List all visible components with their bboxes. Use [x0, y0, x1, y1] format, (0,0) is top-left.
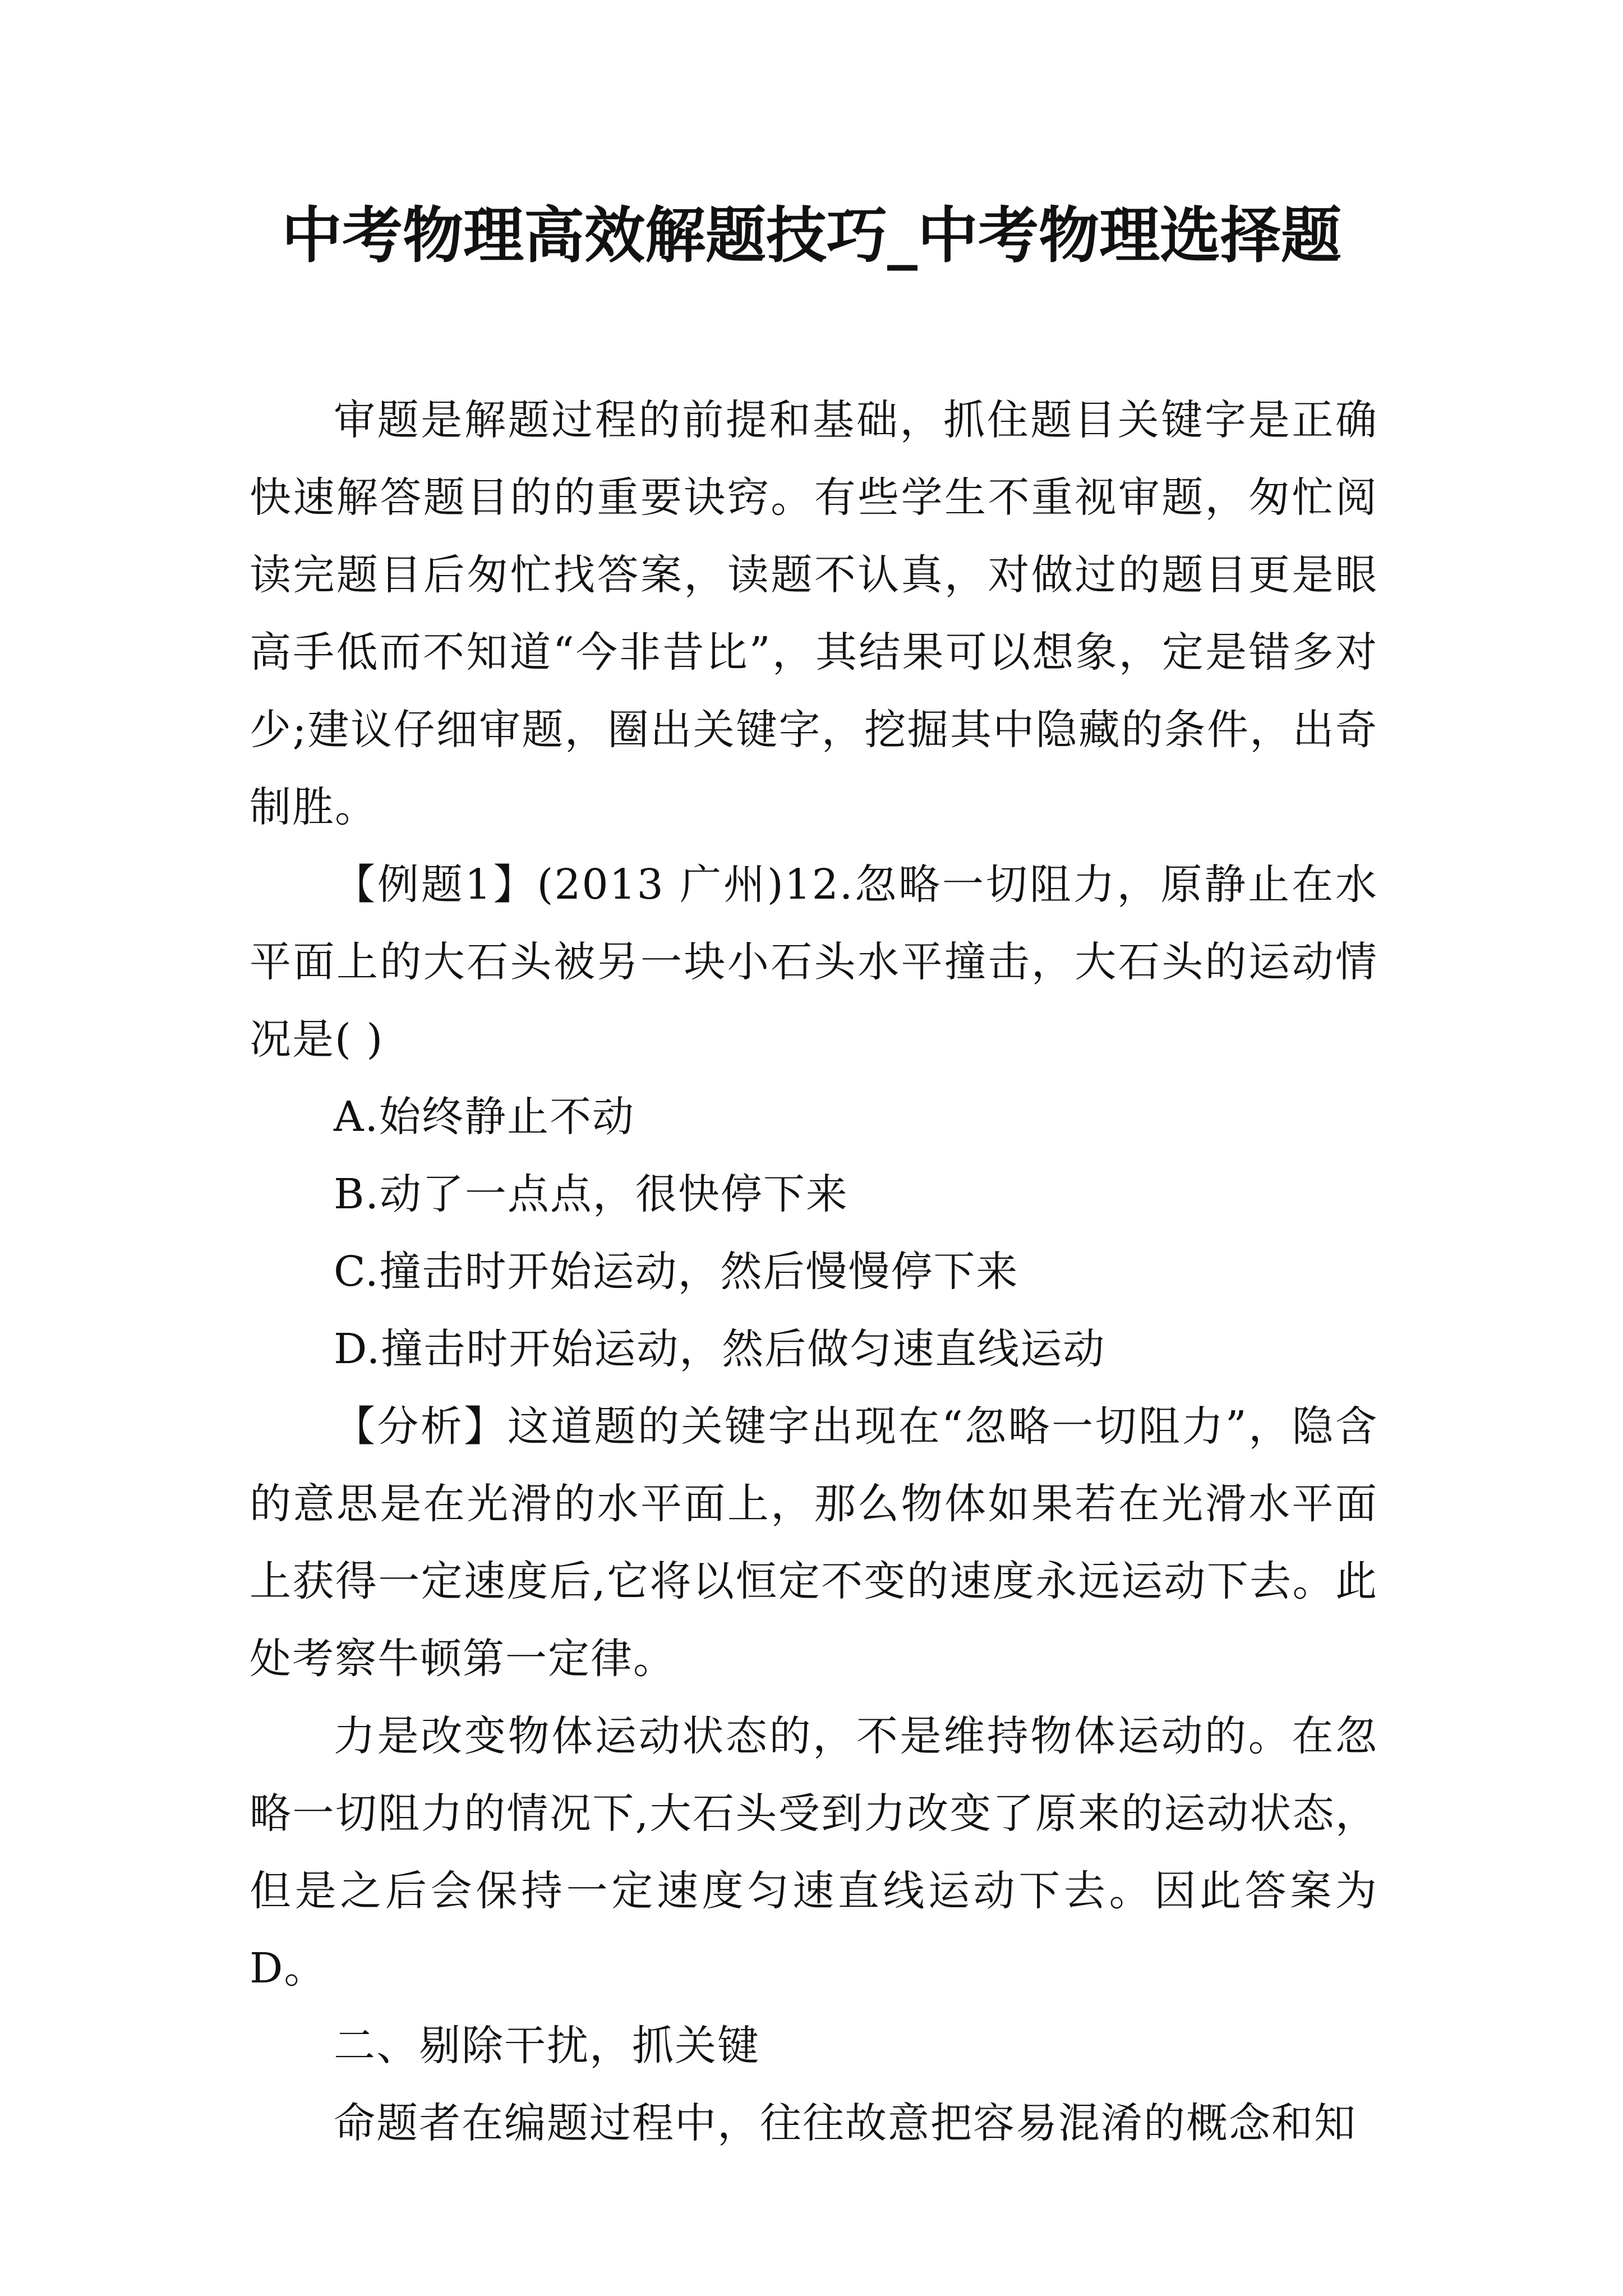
- option-b: B.动了一点点，很快停下来: [334, 1170, 849, 1218]
- paragraph-analysis: 【分析】这道题的关键字出现在“忽略一切阻力”，隐含的意思是在光滑的水平面上，那么物体如果若在光滑水平面上获得一定速度后,它将以恒定不变的速度永远运动下去。此处考察牛顿第一定律。: [250, 1402, 1378, 1683]
- option-d: D.撞击时开始运动，然后做匀速直线运动: [334, 1325, 1106, 1373]
- option-c: C.撞击时开始运动，然后慢慢停下来: [334, 1248, 1019, 1296]
- paragraph-continued: 命题者在编题过程中，往往故意把容易混淆的概念和知: [334, 2099, 1357, 2147]
- section-heading: 二、剔除干扰，抓关键: [334, 2022, 760, 2070]
- paragraph-intro: 审题是解题过程的前提和基础，抓住题目关键字是正确快速解答题目的的重要诀窍。有些学生不重视审题，匆忙阅读完题目后匆忙找答案，读题不认真，对做过的题目更是眼高手低而不知道“今非昔比”，其结果可以想象，定是错多对少;建议仔细审题，圈出关键字，挖掘其中隐藏的条件，出奇制胜。: [250, 396, 1378, 831]
- paragraph-explanation: 力是改变物体运动状态的，不是维持物体运动的。在忽略一切阻力的情况下,大石头受到力改变了原来的运动状态，但是之后会保持一定速度匀速直线运动下去。因此答案为 D。: [250, 1712, 1378, 1993]
- paragraph-example-question: 【例题1】(2013 广州)12.忽略一切阻力，原静止在水平面上的大石头被另一块小石头水平撞击，大石头的运动情况是( ): [250, 861, 1378, 1064]
- option-a: A.始终静止不动: [334, 1093, 635, 1141]
- document-body: [250, 381, 1378, 2162]
- document-title: 中考物理高效解题技巧_中考物理选择题: [281, 200, 1341, 271]
